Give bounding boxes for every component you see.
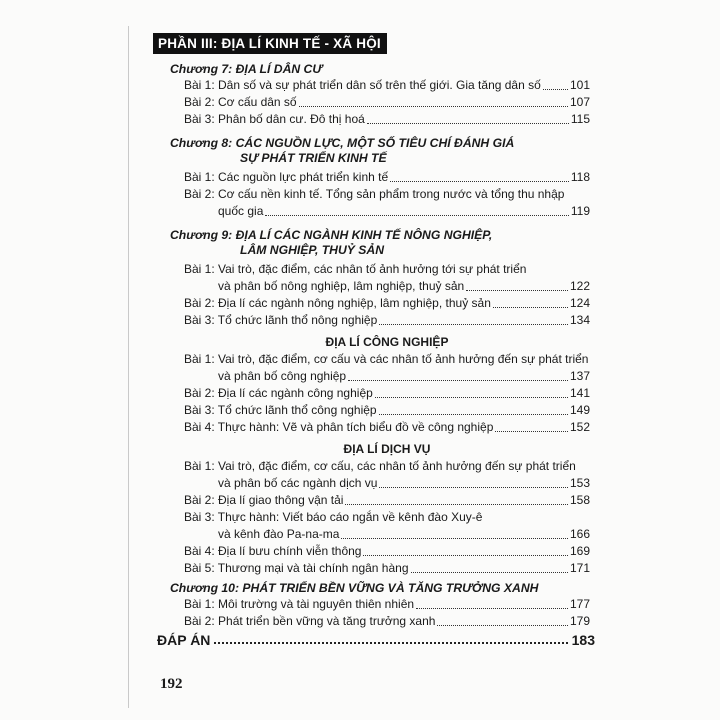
page-ref: 169 xyxy=(569,544,590,558)
chapter-7-title: Chương 7: ĐỊA LÍ DÂN CƯ xyxy=(170,62,323,76)
toc-entry[interactable]: Bài 2: Cơ cấu nền kinh tế. Tổng sản phẩm trong nước và tổng thu nhập quốc gia 119 xyxy=(184,187,590,218)
page-ref: 149 xyxy=(569,403,590,417)
toc-entry[interactable]: Bài 5: Thương mại và tài chính ngân hàng 171 xyxy=(184,561,590,575)
page-ref: 166 xyxy=(569,527,590,541)
toc-entry[interactable]: Bài 2: Địa lí các ngành nông nghiệp, lâm nghiệp, thuỷ sản 124 xyxy=(184,296,590,310)
answers-entry[interactable] xyxy=(157,632,595,648)
page-ref: 158 xyxy=(569,493,590,507)
page-ref: 141 xyxy=(569,386,590,400)
page-ref: 101 xyxy=(569,78,590,92)
toc-entry[interactable]: Bài 2: Phát triển bền vững và tăng trưởng xanh 179 xyxy=(184,614,590,628)
answers-label: ĐÁP ÁN xyxy=(157,632,211,648)
page-ref: 153 xyxy=(569,476,590,490)
page-ref: 122 xyxy=(569,279,590,293)
page-ref: 152 xyxy=(569,420,590,434)
toc-entry[interactable]: Bài 1: Vai trò, đặc điểm, cơ cấu và các nhân tố ảnh hưởng đến sự phát triển và phân bố công nghiệp 137 xyxy=(184,352,590,383)
page-ref: 118 xyxy=(570,170,590,184)
answers-page: 183 xyxy=(571,632,595,648)
toc-entry[interactable]: Bài 3: Phân bố dân cư. Đô thị hoá 115 xyxy=(184,112,590,126)
page-ref: 124 xyxy=(569,296,590,310)
section-heading-industry: ĐỊA LÍ CÔNG NGHIỆP xyxy=(325,335,449,349)
toc-entry[interactable]: Bài 1: Các nguồn lực phát triển kinh tế 118 xyxy=(184,170,590,184)
table-of-contents xyxy=(170,58,590,630)
chapter-9-title: Chương 9: ĐỊA LÍ CÁC NGÀNH KINH TẾ NÔNG NGHIỆP, LÂM NGHIỆP, THUỶ SẢN xyxy=(170,228,493,257)
part-title: PHẦN III: ĐỊA LÍ KINH TẾ - XÃ HỘI xyxy=(153,33,387,54)
toc-entry[interactable]: Bài 1: Dân số và sự phát triển dân số trên thế giới. Gia tăng dân số 101 xyxy=(184,78,590,92)
toc-entry[interactable]: Bài 3: Tổ chức lãnh thổ nông nghiệp 134 xyxy=(184,313,590,327)
page-ref: 171 xyxy=(569,561,590,575)
page-ref: 177 xyxy=(569,597,590,611)
page-ref: 115 xyxy=(570,112,590,126)
page-ref: 134 xyxy=(569,313,590,327)
toc-entry[interactable]: Bài 1: Vai trò, đặc điểm, các nhân tố ảnh hưởng tới sự phát triển và phân bố nông nghiệp, lâm nghiệp, thuỷ sản 122 xyxy=(184,262,590,293)
toc-entry[interactable]: Bài 2: Địa lí giao thông vận tải 158 xyxy=(184,493,590,507)
chapter-10-title: Chương 10: PHÁT TRIỂN BỀN VỮNG VÀ TĂNG TRƯỞNG XANH xyxy=(170,581,539,595)
toc-entry[interactable]: Bài 2: Cơ cấu dân số 107 xyxy=(184,95,590,109)
toc-entry[interactable]: Bài 1: Môi trường và tài nguyên thiên nhiên 177 xyxy=(184,597,590,611)
toc-entry[interactable]: Bài 4: Địa lí bưu chính viễn thông 169 xyxy=(184,544,590,558)
page-ref: 137 xyxy=(569,369,590,383)
chapter-8-title: Chương 8: CÁC NGUỒN LỰC, MỘT SỐ TIÊU CHÍ ĐÁNH GIÁ SỰ PHÁT TRIỂN KINH TẾ xyxy=(170,136,515,165)
toc-entry[interactable]: Bài 1: Vai trò, đặc điểm, cơ cấu, các nhân tố ảnh hưởng đến sự phát triển và phân bố các ngành dịch vụ 153 xyxy=(184,459,590,490)
toc-entry[interactable]: Bài 3: Tổ chức lãnh thổ công nghiệp 149 xyxy=(184,403,590,417)
section-heading-services: ĐỊA LÍ DỊCH VỤ xyxy=(343,442,431,456)
toc-entry[interactable]: Bài 4: Thực hành: Vẽ và phân tích biểu đồ về công nghiệp 152 xyxy=(184,420,590,434)
toc-entry[interactable]: Bài 3: Thực hành: Viết báo cáo ngắn về kênh đào Xuy-ê và kênh đào Pa-na-ma 166 xyxy=(184,510,590,541)
page-ref: 119 xyxy=(570,204,590,218)
page-ref: 179 xyxy=(569,614,590,628)
toc-entry[interactable]: Bài 2: Địa lí các ngành công nghiệp 141 xyxy=(184,386,590,400)
page-ref: 107 xyxy=(569,95,590,109)
page-number: 192 xyxy=(160,676,183,692)
